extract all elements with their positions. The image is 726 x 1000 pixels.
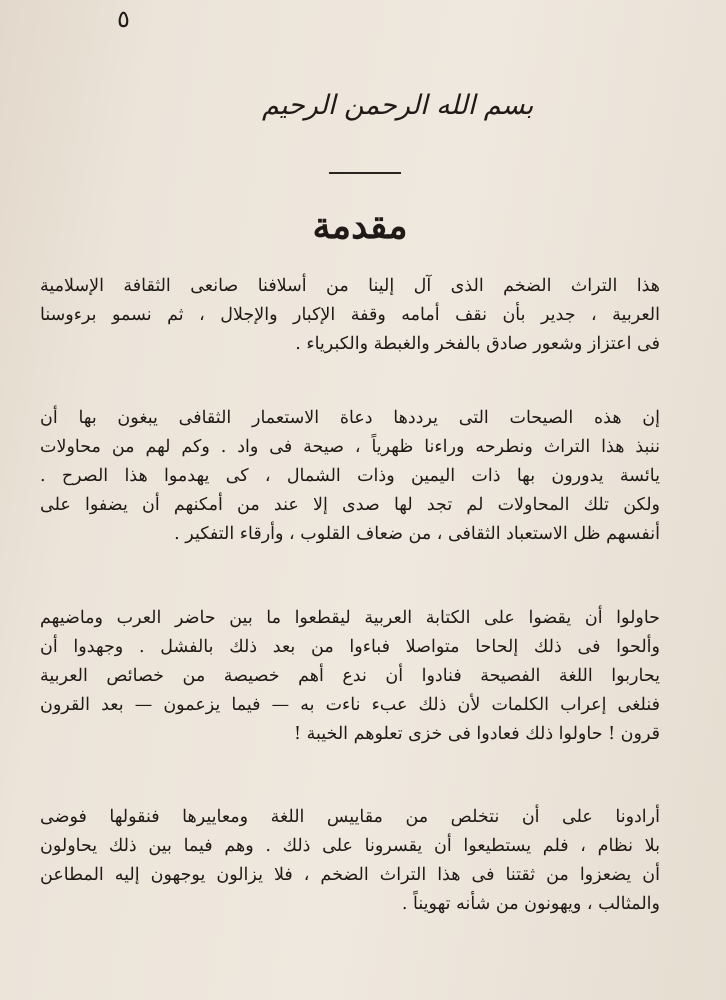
- text-line: وألحوا فى ذلك إلحاحا متواصلا فباءوا من بعد ذلك بالفشل . وجهدوا أن: [40, 637, 660, 657]
- text-line: والمثالب ، ويهونون من شأنه تهويناً .: [401, 894, 660, 914]
- paragraph-2: [40, 404, 660, 549]
- text-line: فنلغى إعراب الكلمات لأن ذلك عبء ناءت به — فيما يزعمون — بعد القرون: [40, 695, 660, 715]
- text-line: العربية ، جدير بأن نقف أمامه وقفة الإكبار والإجلال ، ثم نسمو برءوسنا: [40, 305, 660, 325]
- paragraph-1: [40, 272, 660, 359]
- text-line: فى اعتزاز وشعور صادق بالفخر والغبطة والكبرياء .: [295, 334, 660, 354]
- text-line: إن هذه الصيحات التى يرددها دعاة الاستعمار الثقافى يبغون بها أن: [40, 408, 660, 428]
- basmala-calligraphy: بسم الله الرحمن الرحيم: [262, 90, 534, 121]
- paragraph-4: [40, 803, 660, 919]
- text-line: أن يضعزوا من ثقتنا فى هذا التراث الضخم ، فلا يزالون يوجهون إليه المطاعن: [40, 865, 660, 885]
- chapter-heading: مقدمة: [312, 205, 408, 247]
- text-line: ننبذ هذا التراث ونطرحه وراءنا ظهرياً ، صيحة فى واد . وكم لهم من محاولات: [40, 437, 660, 457]
- text-line: هذا التراث الضخم الذى آل إلينا من أسلافنا صانعى الثقافة الإسلامية: [40, 276, 660, 296]
- text-line: يحاربوا اللغة الفصيحة فنادوا أن ندع أهم خصيصة من خصائص العربية: [40, 666, 660, 686]
- page-number: ٥: [117, 5, 130, 33]
- text-line: بلا نظام ، فلم يستطيعوا أن يقسرونا على ذلك . وهم فيما بين ذلك يحاولون: [40, 836, 660, 856]
- paragraph-3: [40, 604, 660, 749]
- section-divider: [329, 172, 401, 174]
- text-line: قرون ! حاولوا ذلك فعادوا فى خزى تعلوهم الخيبة !: [294, 724, 660, 744]
- text-line: ولكن تلك المحاولات لم تجد لها صدى إلا عند من أمكنهم أن يضفوا على: [40, 495, 660, 515]
- text-line: أرادونا على أن نتخلص من مقاييس اللغة ومعاييرها فنقولها فوضى: [40, 807, 660, 827]
- text-line: أنفسهم ظل الاستعباد الثقافى ، من ضعاف القلوب ، وأرقاء التفكير .: [174, 524, 660, 544]
- text-line: يائسة يدورون بها ذات اليمين وذات الشمال ، كى يهدموا هذا الصرح .: [40, 466, 660, 486]
- text-line: حاولوا أن يقضوا على الكتابة العربية ليقطعوا ما بين حاضر العرب وماضيهم: [40, 608, 660, 628]
